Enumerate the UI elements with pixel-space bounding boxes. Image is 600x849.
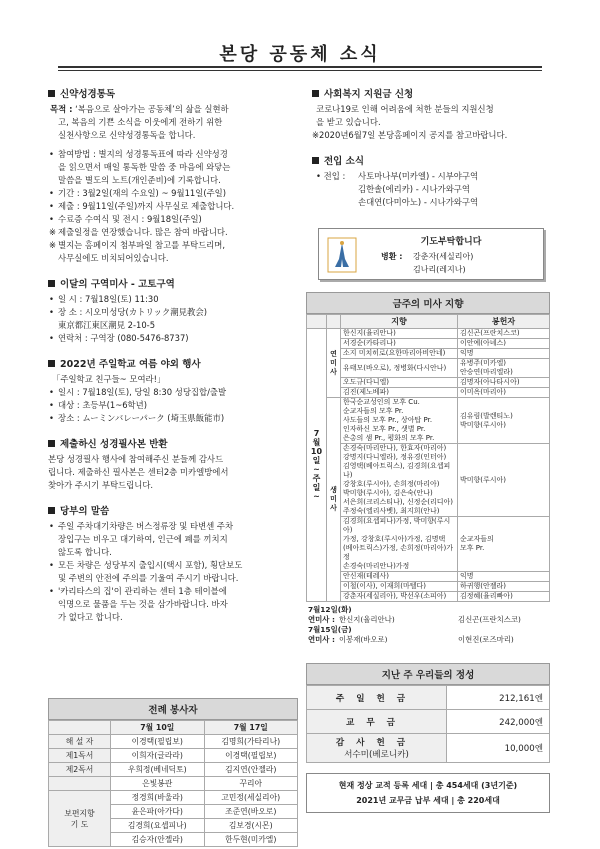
bullet-icon: • bbox=[49, 149, 54, 159]
mass-donor: 김유림(발렌티노) 박미향(루시아) bbox=[458, 398, 550, 444]
heading-text: 당부의 말씀 bbox=[60, 506, 110, 517]
table-header bbox=[327, 315, 341, 329]
bullet-text: 익명으로 물품을 두는 것을 삼가바랍니다. 바자 bbox=[58, 599, 228, 609]
table-cell: 우희정(베네딕토) bbox=[111, 763, 205, 777]
return-line: 본당 성경필사 행사에 참여해주신 분들께 감사드 bbox=[48, 454, 224, 464]
transfer-person: 사토마나부(미카엘) - 시부야구역 bbox=[358, 171, 479, 181]
mass-title: 금주의 미사 지향 bbox=[306, 292, 550, 314]
square-bullet-icon bbox=[312, 90, 319, 97]
table-cell bbox=[49, 777, 111, 791]
table-row bbox=[307, 359, 550, 378]
bullet-text: 별지는 홈페이지 첨부파일 참고를 부탁드리며, bbox=[58, 240, 226, 250]
table-header bbox=[307, 315, 327, 329]
bullet-icon: • bbox=[49, 188, 54, 198]
weekday-date-text: 7월12일(화) bbox=[308, 605, 352, 614]
table-row bbox=[49, 749, 298, 763]
mass-intention: 이철(이사), 이재희(마텔다) bbox=[341, 582, 458, 592]
bullet-line bbox=[48, 174, 298, 187]
table-cell: 꾸리아 bbox=[204, 777, 298, 791]
mass-donor: 익명 bbox=[458, 349, 550, 359]
offering-label-text: 감사헌금 bbox=[335, 738, 418, 748]
bullet-line bbox=[48, 332, 298, 345]
return-line: 찾아가 주시기 부탁드립니다. bbox=[48, 480, 154, 490]
praying-hands-icon bbox=[327, 237, 357, 273]
mass-intention: 한신지(율리안나) bbox=[341, 329, 458, 339]
table-row bbox=[307, 378, 550, 388]
table-row bbox=[49, 791, 298, 805]
left-column bbox=[48, 86, 298, 624]
mass-weekday-list bbox=[306, 602, 550, 645]
bullet-line bbox=[48, 306, 298, 319]
mass-type-label bbox=[327, 329, 341, 398]
purpose-label: 목적 : bbox=[50, 104, 73, 114]
bullet-line bbox=[48, 213, 298, 226]
offering-label-text: 주일헌금 bbox=[335, 693, 418, 704]
mass-date-label bbox=[307, 329, 327, 602]
vertical-label-char: 생 bbox=[330, 486, 337, 494]
welfare-line: 을 받고 있습니다. bbox=[316, 117, 381, 127]
table-cell: 김지연(안젤라) bbox=[204, 763, 298, 777]
table-row bbox=[307, 444, 550, 517]
prayer-name: 강춘자(세실리아) bbox=[413, 252, 474, 261]
weekday-date-text: 7월15일(금) bbox=[308, 625, 352, 634]
weekday-donor: 김신곤(프란치스코) bbox=[458, 615, 521, 624]
title-rule bbox=[58, 66, 542, 68]
table-row bbox=[307, 582, 550, 592]
bullet-text: 모든 차량은 성당부지 출입시(택시 포함), 횡단보도 bbox=[58, 560, 243, 570]
weekday-kind: 연미사 : bbox=[308, 635, 335, 644]
welfare-line: ※2020년6월7일 본당홈페이지 공지를 참고바랍니다. bbox=[312, 130, 508, 140]
prayer-label: 병환 : bbox=[381, 252, 403, 261]
mass-intention: 서경순(카타리나) bbox=[341, 339, 458, 349]
bullet-line bbox=[48, 293, 298, 306]
mass-donor: 박미향(루시아) bbox=[458, 444, 550, 517]
table-row bbox=[307, 517, 550, 572]
bullet-icon: • bbox=[49, 413, 54, 423]
mass-intention: 유태모(바오로), 정병화(다시안나) bbox=[341, 359, 458, 378]
row-label-text: 기 도 bbox=[70, 819, 89, 829]
bullet-text: 일 시 : 7월18일(토) 11:30 bbox=[58, 294, 159, 304]
bullet-text: 東京都江東区潮見 2-10-5 bbox=[58, 320, 156, 330]
bullet-text: 장입구는 비우고 대기하여, 인근에 폐를 끼치지 bbox=[58, 534, 228, 544]
vertical-label-char: ~ bbox=[313, 465, 320, 474]
heading-text: 2022년 주일학교 여름 야외 행사 bbox=[60, 359, 201, 370]
prayer-title: 기도부탁합니다 bbox=[420, 237, 482, 247]
table-cell: 김경희(요셉피나) bbox=[111, 819, 205, 833]
table-cell: 김승자(안젤라) bbox=[111, 833, 205, 847]
bullet-text: 수료증 수여식 및 전시 : 9월18일(주일) bbox=[58, 214, 202, 224]
offering-value: 242,000엔 bbox=[447, 710, 550, 734]
table-row bbox=[307, 329, 550, 339]
bullet-icon: • bbox=[49, 307, 54, 317]
section-heading bbox=[48, 436, 298, 450]
bullet-icon: ※ bbox=[49, 240, 57, 250]
transfer-person: 김한솔(에리카) - 시나가와구역 bbox=[358, 184, 470, 194]
table-row bbox=[307, 592, 550, 602]
prayer-name: 김나리(레지나) bbox=[413, 265, 466, 274]
table-header: 봉헌자 bbox=[458, 315, 550, 329]
square-bullet-icon bbox=[48, 360, 55, 367]
mass-donor: 유병주(미카엘) 안승연(마리엘라) bbox=[458, 359, 550, 378]
table-header bbox=[49, 721, 111, 735]
heading-text: 제출하신 성경필사본 반환 bbox=[60, 439, 168, 450]
bullet-icon: • bbox=[49, 521, 54, 531]
bullet-line bbox=[48, 386, 298, 399]
bullet-line bbox=[48, 533, 298, 546]
mass-intention: 한국순교성인의 모후 Cu. 순교자들의 모후 Pr. 사도들의 모후 Pr., 상아탑 Pr. 인자하신 모후 Pr., 샛별 Pr. 은총의 샘 Pr., 평화의 모후 Pr. bbox=[341, 398, 458, 444]
weekday-name: 한신지(율리안나) bbox=[338, 615, 395, 624]
mass-intention: 김진(제노베파) bbox=[341, 388, 458, 398]
table-cell: 윤은파(아가다) bbox=[111, 805, 205, 819]
table-cell: 김보경(시몬) bbox=[204, 819, 298, 833]
offering-box bbox=[306, 663, 550, 813]
bullet-text: 주일 주차대기차량은 버스정류장 및 타변센 주차 bbox=[58, 521, 234, 531]
bullet-text: 제출 : 9월11일(주일)까지 사무실로 제출합니다. bbox=[58, 201, 235, 211]
table-cell: 정경희(바울라) bbox=[111, 791, 205, 805]
prayer-request-box bbox=[318, 228, 544, 280]
transfer-section bbox=[312, 153, 548, 209]
table-cell: 이경택(필립보) bbox=[204, 749, 298, 763]
bullet-text: '카리타스의 집'이 관리하는 센터 1층 테이블에 bbox=[58, 586, 227, 596]
row-label-text: 보편지향 bbox=[64, 808, 95, 818]
bullet-text: 장소 : ムーミンバレーパーク (埼玉県飯能市) bbox=[58, 413, 225, 423]
heading-text: 전입 소식 bbox=[324, 156, 365, 167]
table-cell: 이경택(필립보) bbox=[111, 735, 205, 749]
vertical-label-char: 미 bbox=[330, 495, 337, 503]
bullet-icon: ※ bbox=[49, 227, 57, 237]
bullet-line bbox=[48, 161, 298, 174]
table-cell: 해 설 자 bbox=[49, 735, 111, 749]
vertical-label-char: ~ bbox=[313, 492, 320, 501]
transfer-label: • 전입 : bbox=[316, 171, 346, 181]
offering-title: 지난 주 우리들의 정성 bbox=[306, 663, 550, 685]
weekday-intention bbox=[308, 615, 548, 625]
offering-value: 10,000엔 bbox=[447, 734, 550, 763]
transfer-person: 손대연(다미아노) - 시나가와구역 bbox=[358, 197, 479, 207]
members-box bbox=[306, 773, 550, 813]
school-items bbox=[48, 386, 298, 425]
table-row bbox=[307, 388, 550, 398]
bullet-text: 장 소 : 시오미성당(カトリック潮見教会) bbox=[58, 307, 208, 317]
bullet-icon: • bbox=[49, 387, 54, 397]
mass-donor: 하귀행(안젤라) bbox=[458, 582, 550, 592]
bullet-text: 및 주변의 안전에 주의를 기울여 주시기 바랍니다. bbox=[58, 573, 239, 583]
purpose-line: 고, 복음의 기쁜 소식을 이웃에게 전하기 위한 bbox=[58, 117, 223, 127]
table-row bbox=[307, 734, 550, 763]
bullet-line bbox=[48, 187, 298, 200]
bullet-line bbox=[48, 598, 298, 611]
offering-value: 212,161엔 bbox=[447, 686, 550, 710]
vertical-label-char: 월 bbox=[312, 438, 321, 447]
table-row bbox=[307, 398, 550, 444]
bullet-line bbox=[48, 399, 298, 412]
mass-intention: 소지 미치히로(요한마리아비안네) bbox=[341, 349, 458, 359]
section-heading bbox=[48, 276, 298, 290]
square-bullet-icon bbox=[48, 440, 55, 447]
title-rule bbox=[58, 70, 542, 71]
pastor-items bbox=[48, 520, 298, 624]
school-section bbox=[48, 356, 298, 425]
mass-intention: 손경숙(마리안나), 한효자(마리아) 강명지(다니엘라), 정유경(인터아) 김영택(베아트릭스), 김경희(요셉피나) 강창호(루시아), 손희정(마리아) 박미향(루시아), 김은숙(안나) 서은희(크리스티나), 신정순(리디아) 주정숙(엘리사벳), 최지희(안나) bbox=[341, 444, 458, 517]
bullet-line bbox=[48, 585, 298, 598]
table-row bbox=[307, 572, 550, 582]
members-line: 2021년 교무금 납부 세대 | 총 220세대 bbox=[356, 796, 500, 805]
table-header-row bbox=[49, 721, 298, 735]
vertical-label-char: 미 bbox=[330, 358, 337, 367]
section-heading bbox=[312, 86, 548, 100]
weekday-date bbox=[308, 605, 548, 615]
bullet-line bbox=[48, 572, 298, 585]
mass-donor: 순교자들의 모후 Pr. bbox=[458, 517, 550, 572]
offering-label bbox=[307, 734, 447, 763]
table-header-row bbox=[307, 315, 550, 329]
return-section bbox=[48, 436, 298, 492]
bullet-icon: • bbox=[49, 294, 54, 304]
weekday-date bbox=[308, 625, 548, 635]
bullet-line bbox=[48, 412, 298, 425]
table-cell: 제2독서 bbox=[49, 763, 111, 777]
bullet-text: 제출일정을 연장했습니다. 많은 참여 바랍니다. bbox=[58, 227, 228, 237]
mass-donor: 김명자(아나타시아) bbox=[458, 378, 550, 388]
offering-label bbox=[307, 710, 447, 734]
bullet-line bbox=[48, 252, 298, 265]
bullet-text: 을 읽으면서 매일 통독한 말씀 중 마음에 와닿는 bbox=[58, 162, 231, 172]
bullet-icon: • bbox=[49, 560, 54, 570]
members-line: 현재 정상 교적 등록 세대 | 총 454세대 (3년기준) bbox=[338, 781, 518, 790]
mass-intention: 강춘자(세실리아), 박선우(소피아) bbox=[341, 592, 458, 602]
bullet-text: 참여방법 : 별지의 성경통독표에 따라 신약성경 bbox=[58, 149, 228, 159]
mass-donor: 김정혜(율리빠아) bbox=[458, 592, 550, 602]
bible-items bbox=[48, 148, 298, 265]
district-section bbox=[48, 276, 298, 345]
bullet-text: 일시 : 7월18일(토), 당일 8:30 성당집합/출발 bbox=[58, 387, 227, 397]
bullet-icon: • bbox=[49, 333, 54, 343]
table-row bbox=[307, 686, 550, 710]
page-title: 본당 공동체 소식 bbox=[219, 44, 381, 65]
bullet-icon: • bbox=[49, 214, 54, 224]
weekday-kind: 연미사 : bbox=[308, 615, 335, 624]
mass-intention: 오도규(다니엘) bbox=[341, 378, 458, 388]
row-label bbox=[49, 791, 111, 847]
bullet-line bbox=[48, 546, 298, 559]
school-subtitle: 「주일학교 친구들~ 모여라!」 bbox=[52, 374, 166, 384]
bullet-text: 사무실에도 비치되어있습니다. bbox=[58, 253, 169, 263]
section-heading bbox=[48, 86, 298, 100]
table-row bbox=[307, 710, 550, 734]
purpose-line: ‘복음으로 살아가는 공동체’의 삶을 실현하 bbox=[75, 104, 229, 114]
offering-table bbox=[306, 685, 550, 763]
section-heading bbox=[312, 153, 548, 167]
volunteer-box bbox=[48, 698, 298, 847]
vertical-label-char: 사 bbox=[330, 367, 337, 376]
volunteer-title: 전례 봉사자 bbox=[48, 698, 298, 720]
weekday-donor: 이현진(로즈마리) bbox=[458, 635, 514, 644]
table-cell: 김명희(가타리나) bbox=[204, 735, 298, 749]
bullet-line bbox=[48, 319, 298, 332]
mass-intentions-box bbox=[306, 292, 550, 645]
purpose bbox=[48, 103, 298, 116]
vertical-label-char: 7 bbox=[313, 429, 320, 438]
vertical-label-char: 사 bbox=[330, 504, 337, 512]
mass-type-label bbox=[327, 398, 341, 602]
bullet-line bbox=[48, 611, 298, 624]
heading-text: 이달의 구역미사 - 고토구역 bbox=[60, 279, 175, 290]
mass-table bbox=[306, 314, 550, 602]
heading-text: 사회복지 지원금 신청 bbox=[324, 89, 414, 100]
transfer-list bbox=[312, 170, 548, 209]
mass-donor: 이미옥(마리아) bbox=[458, 388, 550, 398]
vertical-label-char: 10 bbox=[310, 447, 323, 456]
bullet-icon: • bbox=[49, 400, 54, 410]
offering-donor: 서수미(베로니카) bbox=[344, 750, 409, 760]
right-column bbox=[312, 86, 548, 209]
district-items bbox=[48, 293, 298, 345]
table-cell: 고민정(세실리아) bbox=[204, 791, 298, 805]
square-bullet-icon bbox=[48, 90, 55, 97]
bullet-line bbox=[48, 559, 298, 572]
table-row bbox=[49, 777, 298, 791]
table-row bbox=[49, 735, 298, 749]
weekday-intention bbox=[308, 635, 548, 645]
table-cell: 조준연(바오로) bbox=[204, 805, 298, 819]
bullet-text: 않도록 합니다. bbox=[58, 547, 112, 557]
heading-text: 신약성경통독 bbox=[60, 89, 116, 100]
offering-label bbox=[307, 686, 447, 710]
title-bar bbox=[58, 36, 542, 72]
mass-intention: 안신재(테레사) bbox=[341, 572, 458, 582]
pastor-section bbox=[48, 503, 298, 624]
return-line: 립니다. 제출하신 필사본은 센터2층 미카엘방에서 bbox=[48, 467, 229, 477]
table-cell: 은빛봉관 bbox=[111, 777, 205, 791]
bullet-line bbox=[48, 520, 298, 533]
weekday-name: 이봉재(바오로) bbox=[338, 635, 388, 644]
table-cell: 이희자(글라라) bbox=[111, 749, 205, 763]
square-bullet-icon bbox=[312, 157, 319, 164]
table-cell: 제1독서 bbox=[49, 749, 111, 763]
section-heading bbox=[48, 503, 298, 517]
square-bullet-icon bbox=[48, 507, 55, 514]
welfare-section bbox=[312, 86, 548, 142]
vertical-label-char: 일 bbox=[312, 456, 321, 465]
bullet-line bbox=[48, 239, 298, 252]
table-header: 지향 bbox=[341, 315, 458, 329]
bullet-text: 가 없다고 합니다. bbox=[58, 612, 123, 622]
vertical-label-char: 주 bbox=[312, 474, 321, 483]
bullet-text: 대상 : 초등부(1~6학년) bbox=[58, 400, 147, 410]
section-heading bbox=[48, 356, 298, 370]
bullet-icon: • bbox=[49, 201, 54, 211]
bullet-text: 연락처 : 구역장 (080-5476-8737) bbox=[58, 333, 189, 343]
volunteer-table bbox=[48, 720, 298, 847]
bullet-text: 말씀을 별도의 노트(개인준비)에 기록합니다. bbox=[58, 175, 221, 185]
welfare-line: 코로나19로 인해 어려움에 처한 분들의 지원신청 bbox=[316, 104, 494, 114]
vertical-label-char: 일 bbox=[312, 483, 321, 492]
table-header: 7월 10일 bbox=[111, 721, 205, 735]
bullet-line bbox=[48, 226, 298, 239]
table-row bbox=[49, 763, 298, 777]
mass-donor: 이안예(아녜스) bbox=[458, 339, 550, 349]
square-bullet-icon bbox=[48, 280, 55, 287]
bullet-line bbox=[48, 148, 298, 161]
mass-donor: 익명 bbox=[458, 572, 550, 582]
mass-donor: 김신곤(프란치스코) bbox=[458, 329, 550, 339]
table-cell: 한두현(미카엘) bbox=[204, 833, 298, 847]
bullet-text: 기간 : 3월2일(재의 수요일) ~ 9월11일(주일) bbox=[58, 188, 227, 198]
vertical-label-char: 연 bbox=[330, 349, 337, 358]
purpose-line: 실천사항으로 신약성경통독을 합니다. bbox=[58, 130, 196, 140]
bullet-icon: • bbox=[49, 586, 54, 596]
table-row bbox=[307, 339, 550, 349]
bible-section bbox=[48, 86, 298, 265]
offering-label-text: 교무금 bbox=[346, 717, 407, 728]
bullet-line bbox=[48, 200, 298, 213]
table-header: 7월 17일 bbox=[204, 721, 298, 735]
table-row bbox=[307, 349, 550, 359]
mass-intention: 김경희(요셉피나)가정, 박미향(루시아) 가정, 강창호(루시아)가정, 김명택 (베아트릭스)가정, 손희정(마리아)가정 손경숙(마리안나)가정 bbox=[341, 517, 458, 572]
